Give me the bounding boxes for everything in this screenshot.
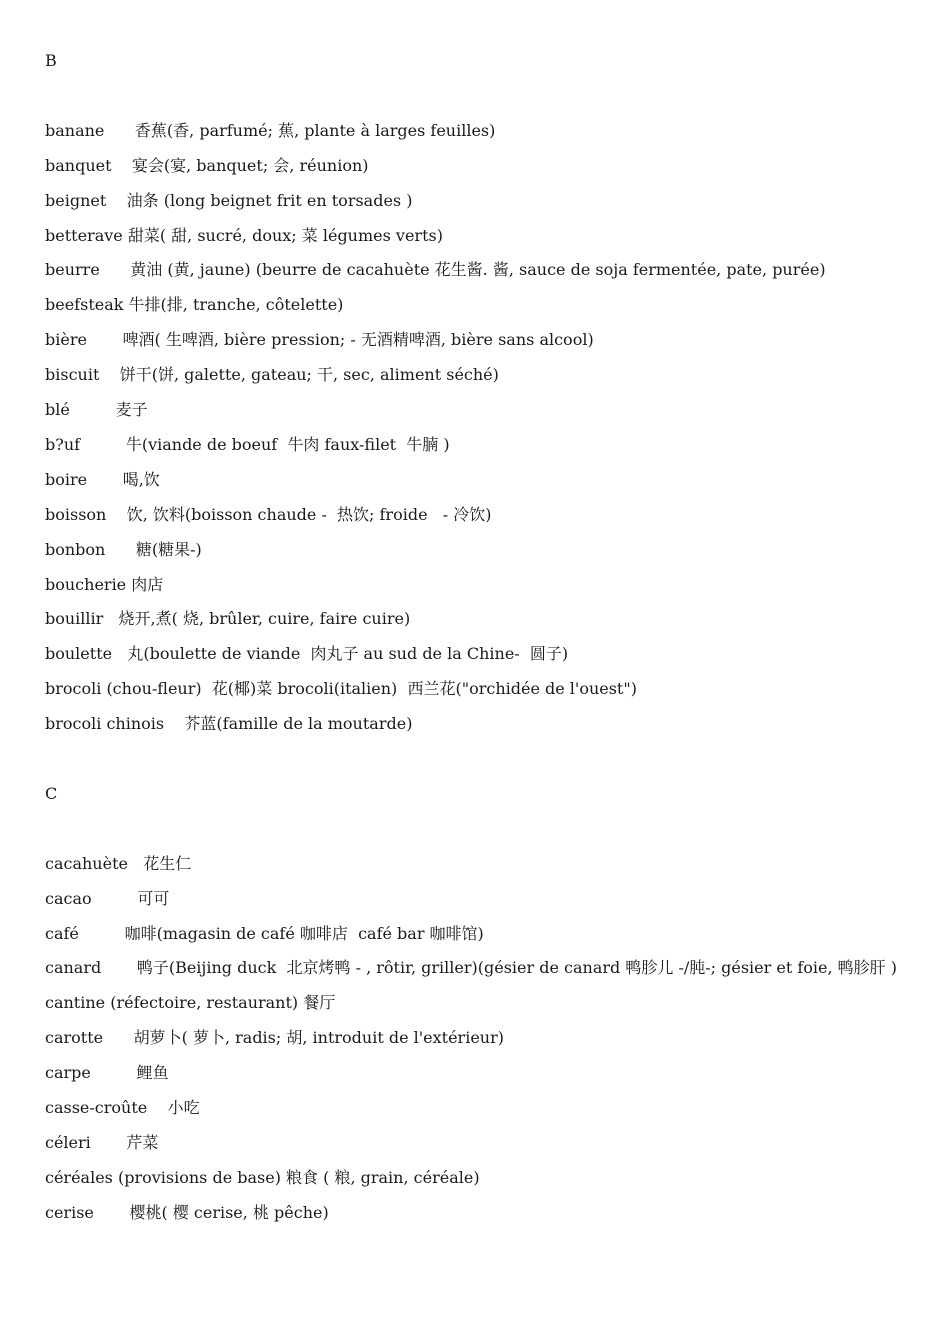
entry-cafe: café 咖啡(magasin de café 咖啡店 café bar 咖啡馆) — [45, 923, 484, 943]
entry-carpe: carpe 鲤鱼 — [45, 1063, 169, 1083]
entry-biscuit: biscuit 饼干(饼, galette, gateau; 干, sec, aliment séché) — [45, 365, 499, 385]
entry-cacahuete: cacahuète 花生仁 — [45, 853, 192, 873]
entry-ble: blé 麦子 — [45, 400, 148, 420]
entry-casse-croute: casse-croûte 小吃 — [45, 1098, 200, 1118]
entry-beefsteak: beefsteak 牛排(排, tranche, côtelette) — [45, 295, 344, 315]
entry-cerise: cerise 樱桃( 樱 cerise, 桃 pêche) — [45, 1202, 329, 1222]
entry-boire: boire 喝,饮 — [45, 469, 160, 489]
section-heading-c: C — [45, 783, 58, 803]
entry-celeri: céleri 芹菜 — [45, 1133, 159, 1153]
entry-boeuf: b?uf 牛(viande de boeuf 牛肉 faux-filet 牛腩 ) — [45, 434, 450, 454]
document-page — [45, 0, 925, 1231]
entry-cacao: cacao 可可 — [45, 888, 170, 908]
entry-bonbon: bonbon 糖(糖果-) — [45, 539, 202, 559]
entry-canard: canard 鸭子(Beijing duck 北京烤鸭 - , rôtir, griller)(gésier de canard 鸭胗儿 -/肫-; gésier et foie, 鸭胗肝 ) — [45, 958, 897, 978]
entry-brocoli: brocoli (chou-fleur) 花(椰)菜 brocoli(italien) 西兰花("orchidée de l'ouest") — [45, 679, 637, 699]
entry-carotte: carotte 胡萝卜( 萝卜, radis; 胡, introduit de l'extérieur) — [45, 1028, 504, 1048]
entry-cereales: céréales (provisions de base) 粮食 ( 粮, grain, céréale) — [45, 1167, 480, 1187]
entry-boisson: boisson 饮, 饮料(boisson chaude - 热饮; froide - 冷饮) — [45, 504, 492, 524]
entry-boulette: boulette 丸(boulette de viande 肉丸子 au sud de la Chine- 圆子) — [45, 644, 569, 664]
entry-brocoli-chinois: brocoli chinois 芥蓝(famille de la moutarde) — [45, 714, 413, 734]
entry-biere: bière 啤酒( 生啤酒, bière pression; - 无酒精啤酒, bière sans alcool) — [45, 330, 594, 350]
entry-beignet: beignet 油条 (long beignet frit en torsades ) — [45, 190, 413, 210]
entry-banane: banane 香蕉(香, parfumé; 蕉, plante à larges feuilles) — [45, 120, 496, 140]
entry-bouillir: bouillir 烧开,煮( 烧, brûler, cuire, faire cuire) — [45, 609, 411, 629]
entry-cantine: cantine (réfectoire, restaurant) 餐厅 — [45, 993, 336, 1013]
section-heading-b: B — [45, 51, 57, 70]
entry-betterave: betterave 甜菜( 甜, sucré, doux; 菜 légumes verts) — [45, 225, 443, 245]
entry-banquet: banquet 宴会(宴, banquet; 会, réunion) — [45, 155, 369, 175]
entry-beurre: beurre 黄油 (黄, jaune) (beurre de cacahuète 花生酱. 酱, sauce de soja fermentée, pate, purée) — [45, 260, 826, 280]
entry-boucherie: boucherie 肉店 — [45, 574, 164, 594]
